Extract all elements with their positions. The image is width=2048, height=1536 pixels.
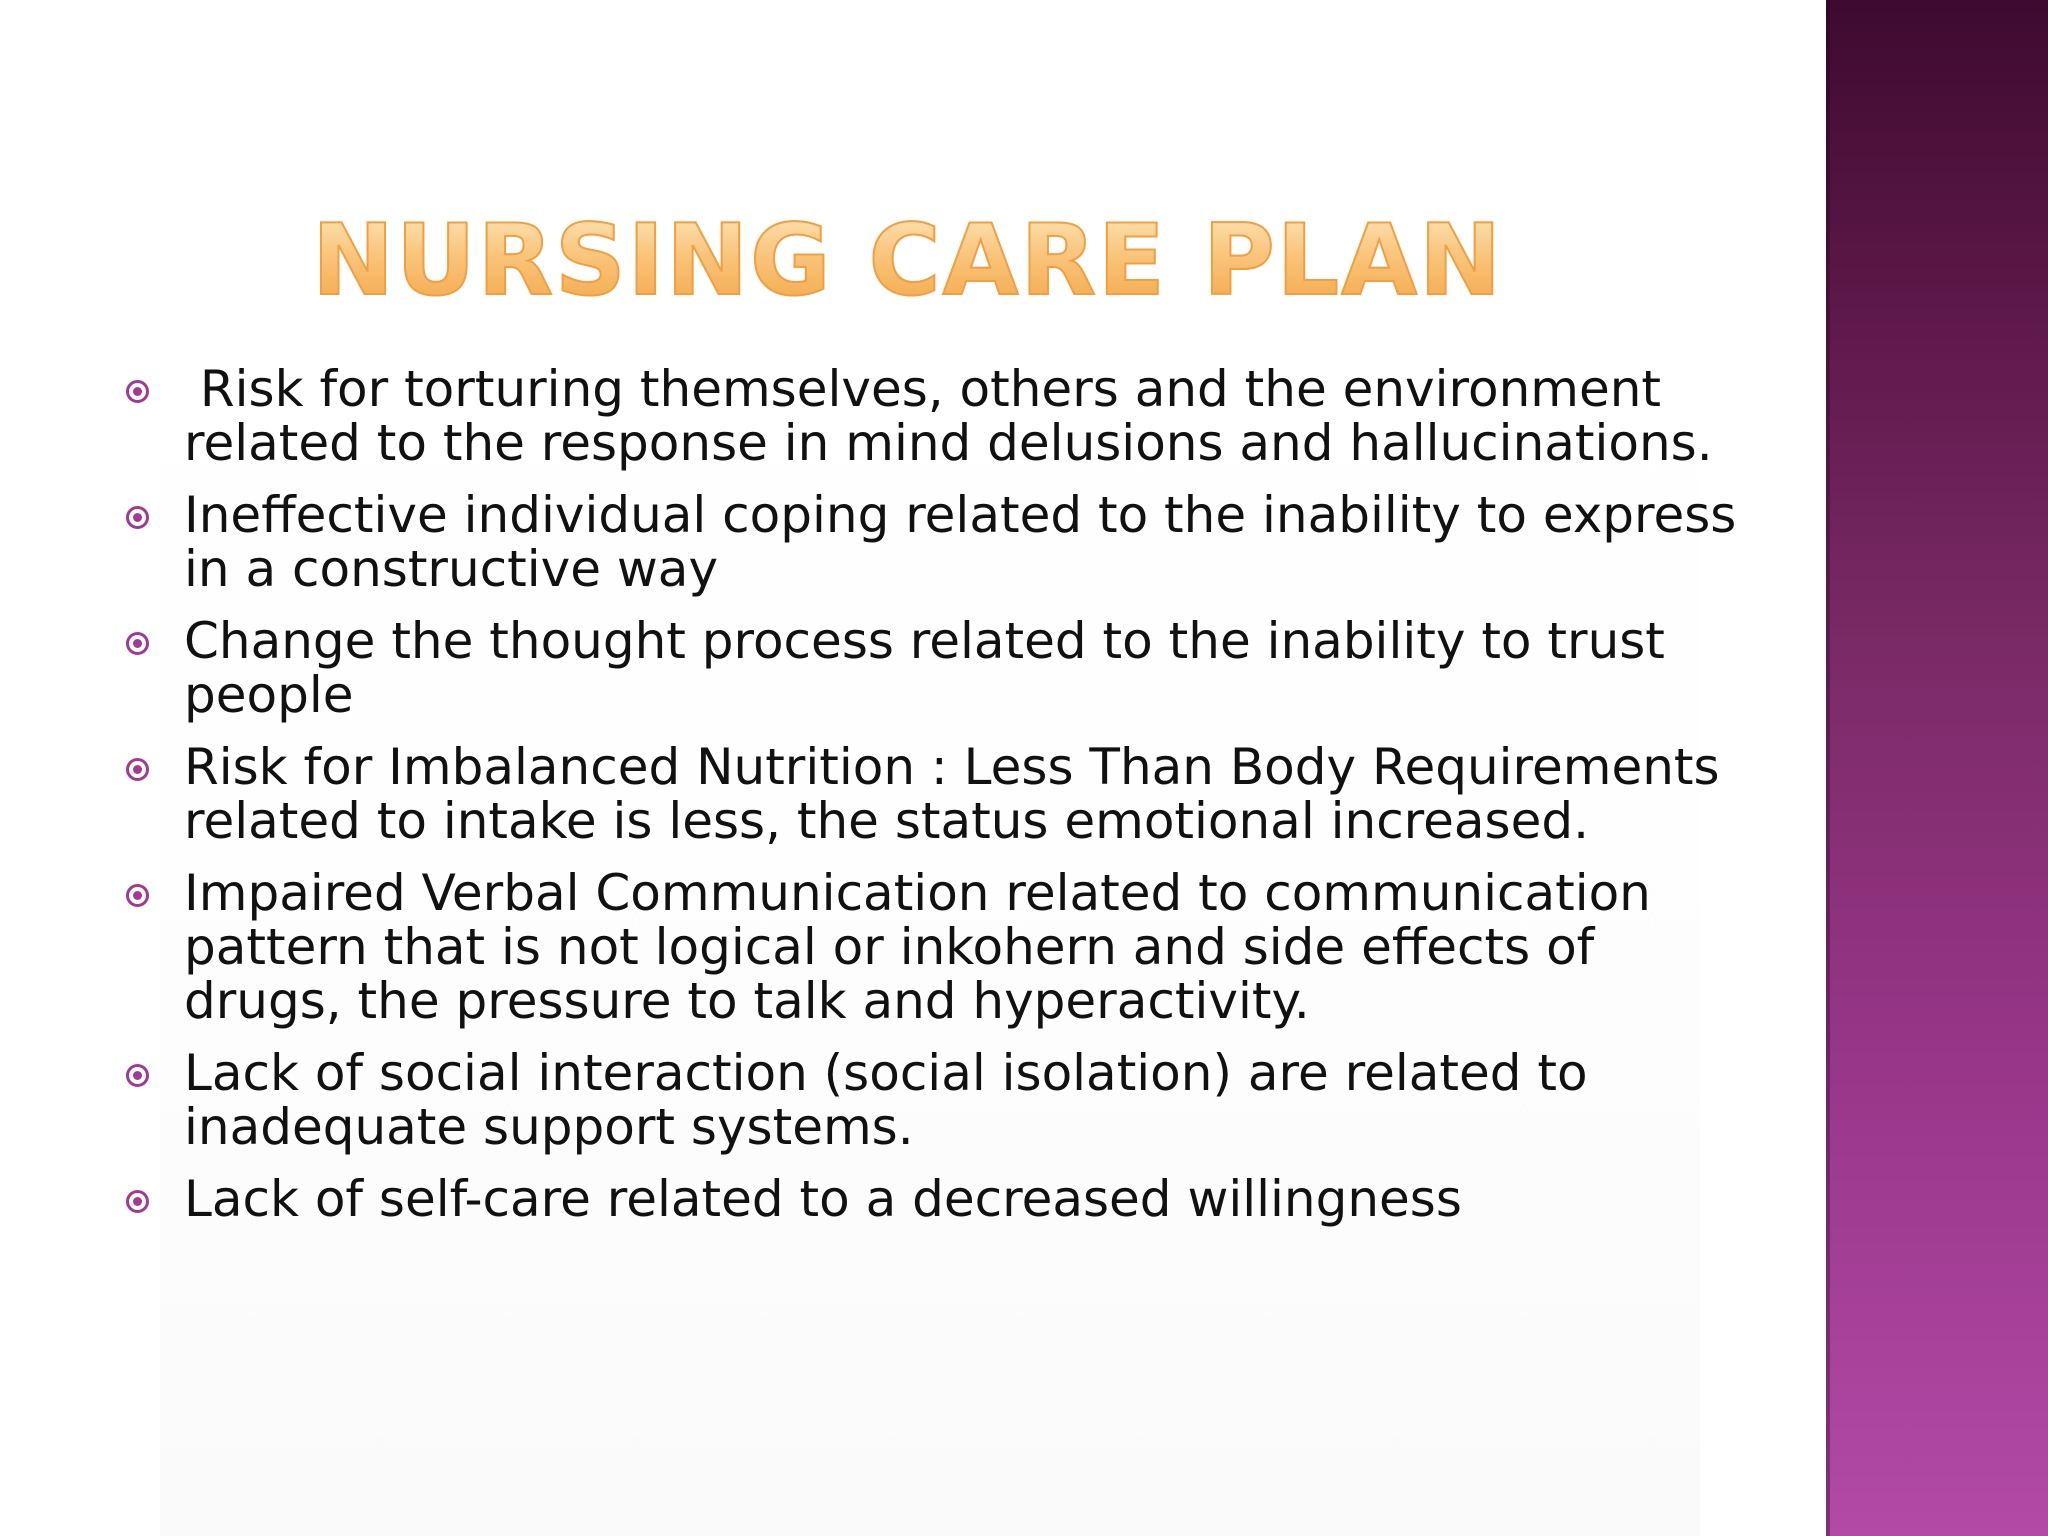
decorative-side-band: [1826, 0, 2048, 1536]
circle-dot-icon: [126, 506, 149, 529]
bullet-text: Lack of self-care related to a decreased willingness: [184, 1170, 1462, 1228]
bullet-text: Change the thought process related to the inability to trust people: [184, 612, 1681, 724]
bullet-text: Risk for torturing themselves, others and the environment related to the response in mind delusions and hallucinations.: [184, 360, 1713, 472]
circle-dot-icon: [126, 632, 149, 655]
bullet-item-4: [126, 740, 1746, 848]
bullet-text: Ineffective individual coping related to the inability to express in a constructive way: [184, 486, 1753, 598]
bullet-list: [126, 360, 1753, 1244]
bullet-item-1: [126, 362, 1746, 470]
bullet-item-6: [126, 1046, 1746, 1154]
slide-title: NURSING CARE PLAN: [312, 212, 1612, 310]
circle-dot-icon: [126, 884, 149, 907]
bullet-item-2: [126, 486, 1753, 598]
bullet-text: Lack of social interaction (social isolation) are related to inadequate support systems.: [184, 1044, 1604, 1156]
side-band-edge: [1826, 0, 1830, 1536]
circle-dot-icon: [126, 1190, 149, 1213]
circle-dot-icon: [126, 758, 149, 781]
bullet-item-3: [126, 614, 1746, 722]
bullet-text: Risk for Imbalanced Nutrition : Less Than Body Requirements related to intake is less, the status emotional increased.: [184, 738, 1736, 850]
bullet-text: Impaired Verbal Communication related to communication pattern that is not logical or inkohern and side effects of drugs, the pressure to talk and hyperactivity.: [184, 864, 1667, 1030]
circle-dot-icon: [126, 1064, 149, 1087]
bullet-item-7: [126, 1172, 1746, 1226]
bullet-item-5: [126, 866, 1746, 1028]
circle-dot-icon: [126, 380, 149, 403]
